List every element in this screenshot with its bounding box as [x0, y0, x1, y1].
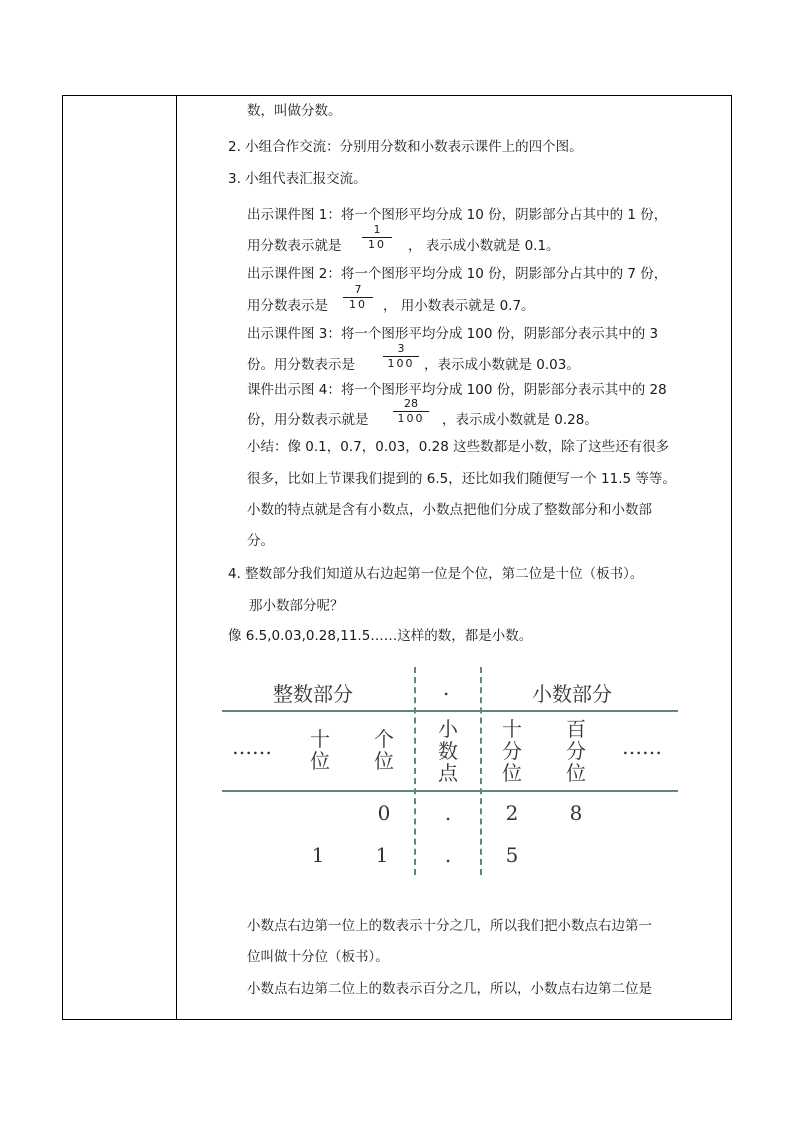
fraction-numerator: 3	[383, 343, 419, 357]
fraction-denominator: 10	[368, 238, 386, 251]
table-rule	[222, 790, 678, 792]
fraction-1	[362, 224, 392, 251]
text-line: 分。	[247, 533, 274, 549]
table-cell: 1	[311, 843, 325, 867]
table-cell: 5	[505, 843, 519, 867]
table-header-decimal-point: .	[443, 676, 450, 700]
col-tenths	[497, 718, 527, 784]
table-cell: .	[444, 801, 452, 825]
col-label: 小 数 点	[438, 717, 458, 785]
fraction-numerator: 7	[343, 284, 373, 298]
col-label: 十 位	[310, 727, 330, 773]
table-header-decimal-part: 小数部分	[532, 682, 612, 706]
text-line: ， 表示成小数就是 0.1。	[408, 238, 560, 254]
text-line: 位叫做十分位（板书）。	[247, 949, 389, 965]
fraction-2	[343, 284, 373, 311]
fraction-denominator: 100	[387, 357, 415, 370]
table-cell: 2	[505, 801, 519, 825]
text-line: 出示课件图 1：将一个图形平均分成 10 份，阴影部分占其中的 1 份，	[247, 207, 668, 223]
text-line: 4. 整数部分我们知道从右边起第一位是个位，第二位是十位（板书）。	[228, 566, 644, 582]
fraction-numerator: 1	[362, 224, 392, 238]
text-line: ，表示成小数就是 0.03。	[424, 357, 580, 373]
table-cell: 0	[377, 801, 391, 825]
text-line: 出示课件图 2：将一个图形平均分成 10 份，阴影部分占其中的 7 份，	[247, 266, 668, 282]
column-divider	[176, 95, 177, 1020]
fraction-denominator: 100	[397, 412, 425, 425]
text-line: 数，叫做分数。	[247, 103, 342, 119]
text-line: 用分数表示是	[247, 298, 328, 314]
table-dashed-divider	[414, 667, 416, 875]
col-hundredths	[561, 718, 591, 784]
text-line: 份，用分数表示就是	[247, 412, 369, 428]
text-line: 像 6.5,0.03,0.28,11.5……这样的数，都是小数。	[228, 628, 533, 644]
table-cell: 1	[375, 843, 389, 867]
text-line: 出示课件图 3：将一个图形平均分成 100 份，阴影部分表示其中的 3	[247, 326, 659, 342]
table-cell: 8	[569, 801, 583, 825]
text-line: 小数点右边第一位上的数表示十分之几，所以我们把小数点右边第一	[247, 918, 652, 934]
text-line: ，表示成小数就是 0.28。	[442, 412, 598, 428]
table-dashed-divider	[480, 667, 482, 875]
table-ellipsis-left: ……	[232, 735, 272, 759]
text-line: 小数的特点就是含有小数点，小数点把他们分成了整数部分和小数部	[247, 502, 652, 518]
text-line: 3. 小组代表汇报交流。	[228, 171, 367, 187]
table-header-integer-part: 整数部分	[273, 682, 353, 706]
text-line: ， 用小数表示就是 0.7。	[383, 298, 535, 314]
table-rule	[222, 710, 678, 712]
text-line: 小数点右边第二位上的数表示百分之几，所以，小数点右边第二位是	[247, 981, 652, 997]
lesson-table-frame	[62, 95, 732, 1020]
col-ones	[369, 728, 399, 772]
text-line: 用分数表示就是	[247, 238, 342, 254]
text-line: 那小数部分呢？	[249, 598, 344, 614]
fraction-numerator: 28	[393, 398, 429, 412]
table-ellipsis-right: ……	[622, 735, 662, 759]
col-label: 十 分 位	[502, 717, 522, 785]
text-line: 2. 小组合作交流：分别用分数和小数表示课件上的四个图。	[228, 139, 583, 155]
fraction-denominator: 10	[349, 298, 367, 311]
table-cell: .	[444, 843, 452, 867]
col-label: 百 分 位	[566, 717, 586, 785]
text-line: 很多，比如上节课我们提到的 6.5，还比如我们随便写一个 11.5 等等。	[247, 471, 676, 487]
col-label: 个 位	[374, 727, 394, 773]
col-decimal-point	[433, 718, 463, 784]
col-tens	[305, 728, 335, 772]
text-line: 小结：像 0.1，0.7，0.03，0.28 这些数都是小数，除了这些还有很多	[247, 439, 670, 455]
fraction-4	[393, 398, 429, 425]
fraction-3	[383, 343, 419, 370]
text-line: 课件出示图 4：将一个图形平均分成 100 份，阴影部分表示其中的 28	[247, 382, 667, 398]
text-line: 份。用分数表示是	[247, 357, 355, 373]
